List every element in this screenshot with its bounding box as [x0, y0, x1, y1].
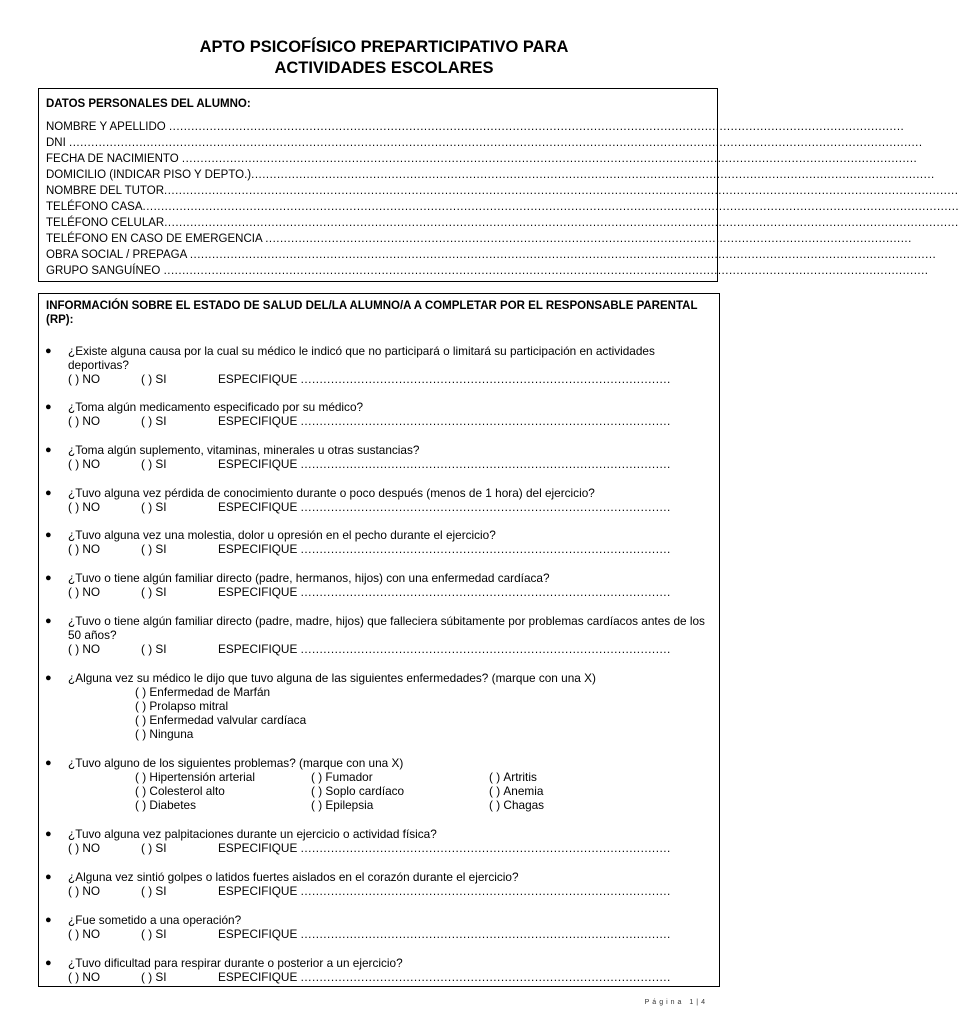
problem-option[interactable]: [135, 798, 196, 812]
answer-options[interactable]: [68, 372, 718, 386]
option-si[interactable]: ( ) SI: [141, 642, 167, 656]
option-no[interactable]: ( ) NO: [68, 542, 101, 556]
answer-options[interactable]: [68, 585, 718, 599]
bullet-icon: ●: [45, 914, 52, 926]
problem-option[interactable]: [489, 784, 543, 798]
form-title: [0, 37, 768, 79]
problem-option[interactable]: [311, 784, 404, 798]
option-si[interactable]: ( ) SI: [141, 927, 167, 941]
disease-option[interactable]: [135, 727, 193, 741]
answer-options[interactable]: [68, 970, 718, 984]
bullet-icon: ●: [45, 444, 52, 456]
option-especifique: ESPECIFIQUE: [218, 970, 298, 984]
bullet-icon: ●: [45, 487, 52, 499]
field-nombre-tutor[interactable]: NOMBRE DEL TUTOR.......................................................................................................................................................................................................................: [46, 185, 959, 197]
option-si[interactable]: ( ) SI: [141, 585, 167, 599]
option-no[interactable]: ( ) NO: [68, 927, 101, 941]
checkbox[interactable]: ( ): [311, 798, 323, 812]
checkbox[interactable]: ( ): [489, 770, 501, 784]
question-text: ¿Tuvo dificultad para respirar durante o posterior a un ejercicio?: [68, 956, 403, 970]
disease-option[interactable]: [135, 699, 228, 713]
answer-options[interactable]: [68, 457, 718, 471]
specify-line[interactable]: ..................................................................................................: [300, 542, 671, 556]
option-especifique: ESPECIFIQUE: [218, 542, 298, 556]
option-especifique: ESPECIFIQUE: [218, 372, 298, 386]
problem-option[interactable]: [135, 784, 225, 798]
answer-options[interactable]: [68, 927, 718, 941]
option-si[interactable]: ( ) SI: [141, 970, 167, 984]
problem-label: Soplo cardíaco: [325, 784, 405, 798]
option-si[interactable]: ( ) SI: [141, 414, 167, 428]
checkbox[interactable]: ( ): [311, 770, 323, 784]
specify-line[interactable]: ..................................................................................................: [300, 585, 671, 599]
option-no[interactable]: ( ) NO: [68, 372, 101, 386]
answer-options[interactable]: [68, 642, 718, 656]
field-telefono-emergencia[interactable]: TELÉFONO EN CASO DE EMERGENCIA ...............................................................................................................................................................................: [46, 233, 912, 245]
question-text: ¿Alguna vez su médico le dijo que tuvo alguna de las siguientes enfermedades? (marque con una X): [68, 671, 596, 685]
option-especifique: ESPECIFIQUE: [218, 841, 298, 855]
checkbox[interactable]: ( ): [135, 685, 147, 699]
checkbox[interactable]: ( ): [489, 784, 501, 798]
question-text: ¿Tuvo o tiene algún familiar directo (padre, hermanos, hijos) con una enfermedad cardíaca?: [68, 571, 550, 585]
option-si[interactable]: ( ) SI: [141, 457, 167, 471]
disease-option[interactable]: [135, 685, 270, 699]
question-text: ¿Existe alguna causa por la cual su médico le indicó que no participará o limitará su participación en actividades deportivas?: [68, 344, 655, 372]
bullet-icon: ●: [45, 401, 52, 413]
title-line-2: ACTIVIDADES ESCOLARES: [274, 59, 494, 77]
option-no[interactable]: ( ) NO: [68, 585, 101, 599]
question-text: ¿Tuvo alguna vez una molestia, dolor u opresión en el pecho durante el ejercicio?: [68, 528, 496, 542]
option-no[interactable]: ( ) NO: [68, 414, 101, 428]
problem-label: Colesterol alto: [149, 784, 225, 798]
option-no[interactable]: ( ) NO: [68, 642, 101, 656]
specify-line[interactable]: ..................................................................................................: [300, 372, 671, 386]
disease-option[interactable]: [135, 713, 306, 727]
question-text: ¿Toma algún suplemento, vitaminas, minerales u otras sustancias?: [68, 443, 420, 457]
bullet-icon: ●: [45, 672, 52, 684]
problem-label: Fumador: [325, 770, 373, 784]
problem-label: Anemia: [503, 784, 544, 798]
disease-label: Prolapso mitral: [149, 699, 229, 713]
checkbox[interactable]: ( ): [135, 798, 147, 812]
question-text: ¿Alguna vez sintió golpes o latidos fuertes aislados en el corazón durante el ejercicio?: [68, 870, 519, 884]
answer-options[interactable]: [68, 542, 718, 556]
disease-label: Ninguna: [149, 727, 194, 741]
specify-line[interactable]: ..................................................................................................: [300, 457, 671, 471]
option-no[interactable]: ( ) NO: [68, 500, 101, 514]
problem-option[interactable]: [311, 798, 373, 812]
option-especifique: ESPECIFIQUE: [218, 457, 298, 471]
checkbox[interactable]: ( ): [135, 727, 147, 741]
problem-option[interactable]: [135, 770, 255, 784]
page-number: Página 1|4: [644, 999, 708, 1006]
answer-options[interactable]: [68, 414, 718, 428]
option-no[interactable]: ( ) NO: [68, 970, 101, 984]
bullet-icon: ●: [45, 615, 52, 627]
title-line-1: APTO PSICOFÍSICO PREPARTICIPATIVO PARA: [199, 38, 569, 56]
answer-options[interactable]: [68, 500, 718, 514]
field-domicilio[interactable]: DOMICILIO (INDICAR PISO Y DEPTO.).........................................................................................................................................................................................: [46, 169, 935, 181]
health-info-heading: INFORMACIÓN SOBRE EL ESTADO DE SALUD DEL/LA ALUMNO/A A COMPLETAR POR EL RESPONSABLE PARENTAL (RP):: [46, 300, 698, 326]
problem-option[interactable]: [311, 770, 373, 784]
field-telefono-casa[interactable]: TELÉFONO CASA.............................................................................................................................................................................................................................: [46, 201, 959, 213]
bullet-icon: ●: [45, 345, 52, 357]
specify-line[interactable]: ..................................................................................................: [300, 414, 671, 428]
option-no[interactable]: ( ) NO: [68, 841, 101, 855]
option-no[interactable]: ( ) NO: [68, 457, 101, 471]
option-si[interactable]: ( ) SI: [141, 372, 167, 386]
field-nombre-apellido[interactable]: NOMBRE Y APELLIDO .......................................................................................................................................................................................................: [46, 121, 905, 133]
problem-label: Artritis: [503, 770, 537, 784]
problem-label: Chagas: [503, 798, 545, 812]
specify-line[interactable]: ..................................................................................................: [300, 500, 671, 514]
problem-option[interactable]: [489, 770, 537, 784]
field-telefono-celular[interactable]: TELÉFONO CELULAR.......................................................................................................................................................................................................................: [46, 217, 959, 229]
specify-line[interactable]: ..................................................................................................: [300, 884, 671, 898]
checkbox[interactable]: ( ): [489, 798, 501, 812]
checkbox[interactable]: ( ): [135, 784, 147, 798]
answer-options[interactable]: [68, 884, 718, 898]
bullet-icon: ●: [45, 828, 52, 840]
checkbox[interactable]: ( ): [135, 713, 147, 727]
option-si[interactable]: ( ) SI: [141, 542, 167, 556]
option-especifique: ESPECIFIQUE: [218, 884, 298, 898]
question-text: ¿Tuvo o tiene algún familiar directo (padre, madre, hijos) que falleciera súbitamente por problemas cardíacos antes de los 50 años?: [68, 614, 705, 642]
problem-label: Diabetes: [149, 798, 196, 812]
bullet-icon: ●: [45, 529, 52, 541]
option-especifique: ESPECIFIQUE: [218, 414, 298, 428]
specify-line[interactable]: ..................................................................................................: [300, 642, 671, 656]
question-text: ¿Tuvo alguno de los siguientes problemas? (marque con una X): [68, 756, 404, 770]
option-si[interactable]: ( ) SI: [141, 884, 167, 898]
personal-data-section: [38, 88, 959, 282]
problem-label: Epilepsia: [325, 798, 374, 812]
specify-line[interactable]: ..................................................................................................: [300, 970, 671, 984]
question-text: ¿Tuvo alguna vez pérdida de conocimiento durante o poco después (menos de 1 hora) del ejercicio?: [68, 486, 595, 500]
specify-line[interactable]: ..................................................................................................: [300, 841, 671, 855]
bullet-icon: ●: [45, 572, 52, 584]
field-dni[interactable]: DNI .......................................................................................................................................................................................................................................: [46, 137, 923, 149]
option-especifique: ESPECIFIQUE: [218, 500, 298, 514]
checkbox[interactable]: ( ): [311, 784, 323, 798]
bullet-icon: ●: [45, 757, 52, 769]
field-fecha-nacimiento[interactable]: FECHA DE NACIMIENTO .......................................................................................................................................................................................................: [46, 153, 918, 165]
field-grupo-sanguineo[interactable]: GRUPO SANGUÍNEO ...............................................................................................................................................................................................................: [46, 265, 929, 277]
field-obra-social[interactable]: OBRA SOCIAL / PREPAGA ..........................................................................................................................................................................................................: [46, 249, 937, 261]
answer-options[interactable]: [68, 841, 718, 855]
question-text: ¿Fue sometido a una operación?: [68, 913, 242, 927]
question-text: ¿Tuvo alguna vez palpitaciones durante un ejercicio o actividad física?: [68, 827, 437, 841]
specify-line[interactable]: ..................................................................................................: [300, 927, 671, 941]
option-si[interactable]: ( ) SI: [141, 500, 167, 514]
disease-label: Enfermedad de Marfán: [149, 685, 271, 699]
option-no[interactable]: ( ) NO: [68, 884, 101, 898]
checkbox[interactable]: ( ): [135, 699, 147, 713]
disease-label: Enfermedad valvular cardíaca: [149, 713, 307, 727]
health-info-section: [38, 293, 720, 987]
bullet-icon: ●: [45, 871, 52, 883]
option-especifique: ESPECIFIQUE: [218, 927, 298, 941]
problem-option[interactable]: [489, 798, 544, 812]
personal-data-heading: DATOS PERSONALES DEL ALUMNO:: [46, 98, 251, 110]
checkbox[interactable]: ( ): [135, 770, 147, 784]
option-especifique: ESPECIFIQUE: [218, 642, 298, 656]
option-si[interactable]: ( ) SI: [141, 841, 167, 855]
question-text: ¿Toma algún medicamento especificado por su médico?: [68, 400, 364, 414]
problem-label: Hipertensión arterial: [149, 770, 255, 784]
option-especifique: ESPECIFIQUE: [218, 585, 298, 599]
bullet-icon: ●: [45, 957, 52, 969]
